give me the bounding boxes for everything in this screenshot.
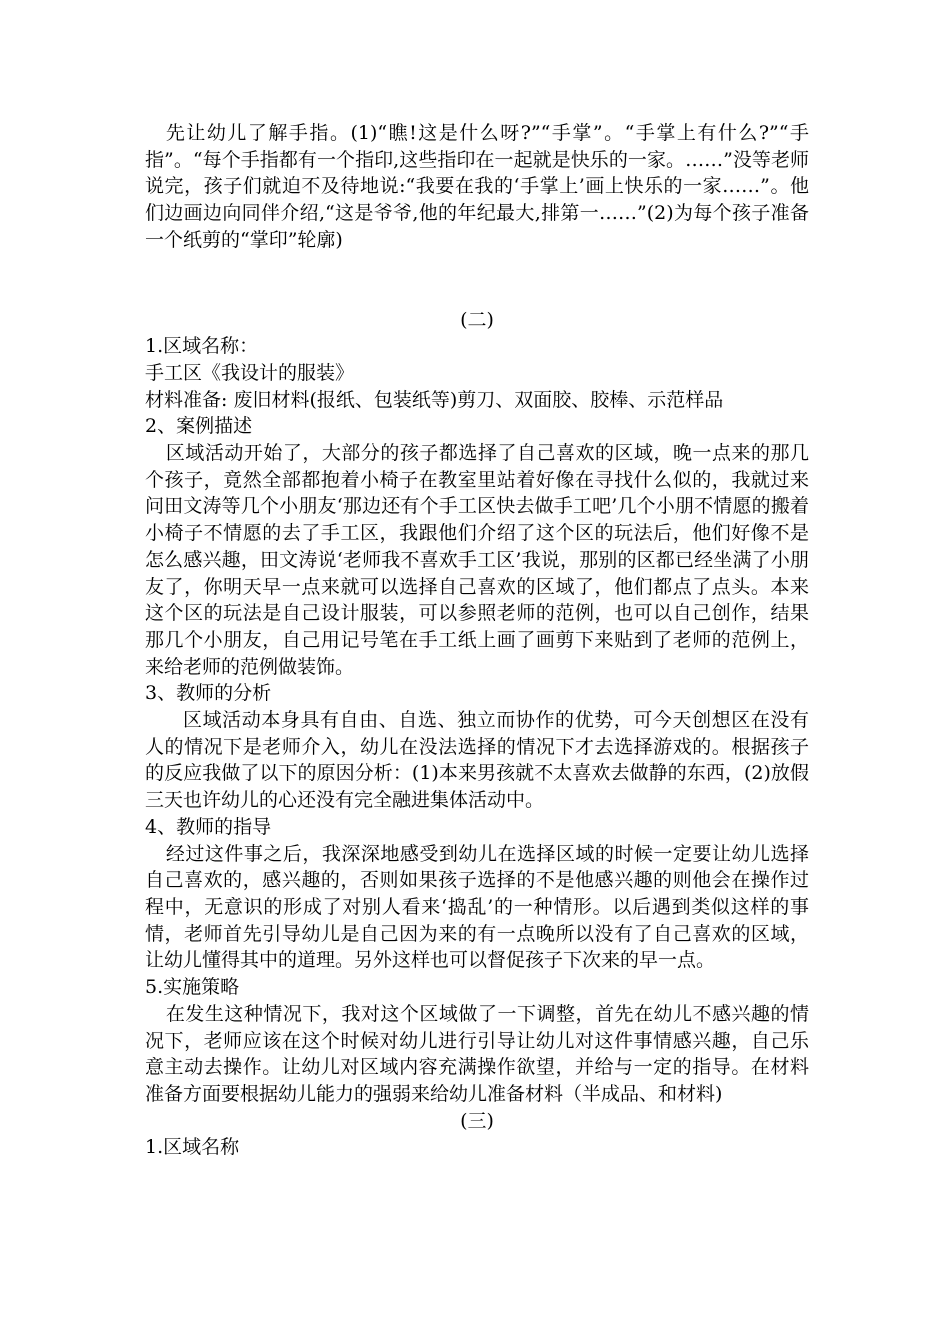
case-description-paragraph: 区域活动开始了，大部分的孩子都选择了自己喜欢的区域，晚一点来的那几个孩子，竟然全部都抱着小椅子在教室里站着好像在寻找什么似的，我就过来问田文涛等几个小朋友‘那边还有个手工区快去做手工吧’几个小朋不情愿的搬着小椅子不情愿的去了手工区，我跟他们介绍了这个区的玩法后，他们好像不是怎么感兴趣，田文涛说‘老师我不喜欢手工区’我说，那别的区都已经坐满了小朋友了，你明天早一点来就可以选择自己喜欢的区域了，他们都点了点头。本来这个区的玩法是自己设计服装，可以参照老师的范例，也可以自己创作，结果那几个小朋友，自己用记号笔在手工纸上画了画剪下来贴到了老师的范例上，来给老师的范例做装饰。 <box>145 442 809 678</box>
strategy-heading: 5.实施策略 <box>145 976 240 999</box>
teacher-analysis-heading: 3、教师的分析 <box>145 682 272 705</box>
teacher-analysis-paragraph: 区域活动本身具有自由、自选、独立而协作的优势，可今天创想区在没有人的情况下是老师介入，幼儿在没法选择的情况下才去选择游戏的。根据孩子的反应我做了以下的原因分析：(1)本来男孩就不太喜欢去做静的东西，(2)放假三天也许幼儿的心还没有完全融进集体活动中。 <box>145 709 809 812</box>
teacher-guidance-paragraph: 经过这件事之后，我深深地感受到幼儿在选择区域的时候一定要让幼儿选择自己喜欢的，感兴趣的，否则如果孩子选择的不是他感兴趣的则他会在操作过程中，无意识的形成了对别人看来‘捣乱’的一种情形。以后遇到类似这样的事情，老师首先引导幼儿是自己因为来的有一点晚所以没有了自己喜欢的区域，让幼儿懂得其中的道理。另外这样也可以督促孩子下次来的早一点。 <box>145 842 809 972</box>
section-spacer <box>145 254 809 307</box>
section-heading-three: (三) <box>460 1109 494 1132</box>
area-name-value: 手工区《我设计的服装》 <box>145 361 355 384</box>
area-name-label-three: 1.区域名称 <box>145 1136 240 1159</box>
section-heading-two: (二) <box>460 308 494 331</box>
teacher-guidance-heading: 4、教师的指导 <box>145 815 272 838</box>
materials-line: 材料准备: 废旧材料(报纸、包装纸等)剪刀、双面胶、胶棒、示范样品 <box>145 388 724 411</box>
intro-paragraph: 先让幼儿了解手指。(1)“瞧!这是什么呀?”“手掌”。“手掌上有什么?”“手指”。“每个手指都有一个指印,这些指印在一起就是快乐的一家。……”没等老师说完，孩子们就迫不及待地说:“我要在我的‘手掌上’画上快乐的一家……”。他们边画边向同伴介绍,“这是爷爷,他的年纪最大,排第一……”(2)为每个孩子准备一个纸剪的“掌印”轮廓) <box>145 122 809 251</box>
strategy-paragraph: 在发生这种情况下，我对这个区域做了一下调整，首先在幼儿不感兴趣的情况下，老师应该在这个时候对幼儿进行引导让幼儿对这件事情感兴趣，自己乐意主动去操作。让幼儿对区域内容充满操作欲望，并给与一定的指导。在材料准备方面要根据幼儿能力的强弱来给幼儿准备材料（半成品、和材料) <box>145 1002 809 1105</box>
document-page <box>145 120 809 1161</box>
case-description-heading: 2、案例描述 <box>145 415 253 438</box>
area-name-label: 1.区域名称： <box>145 335 259 358</box>
